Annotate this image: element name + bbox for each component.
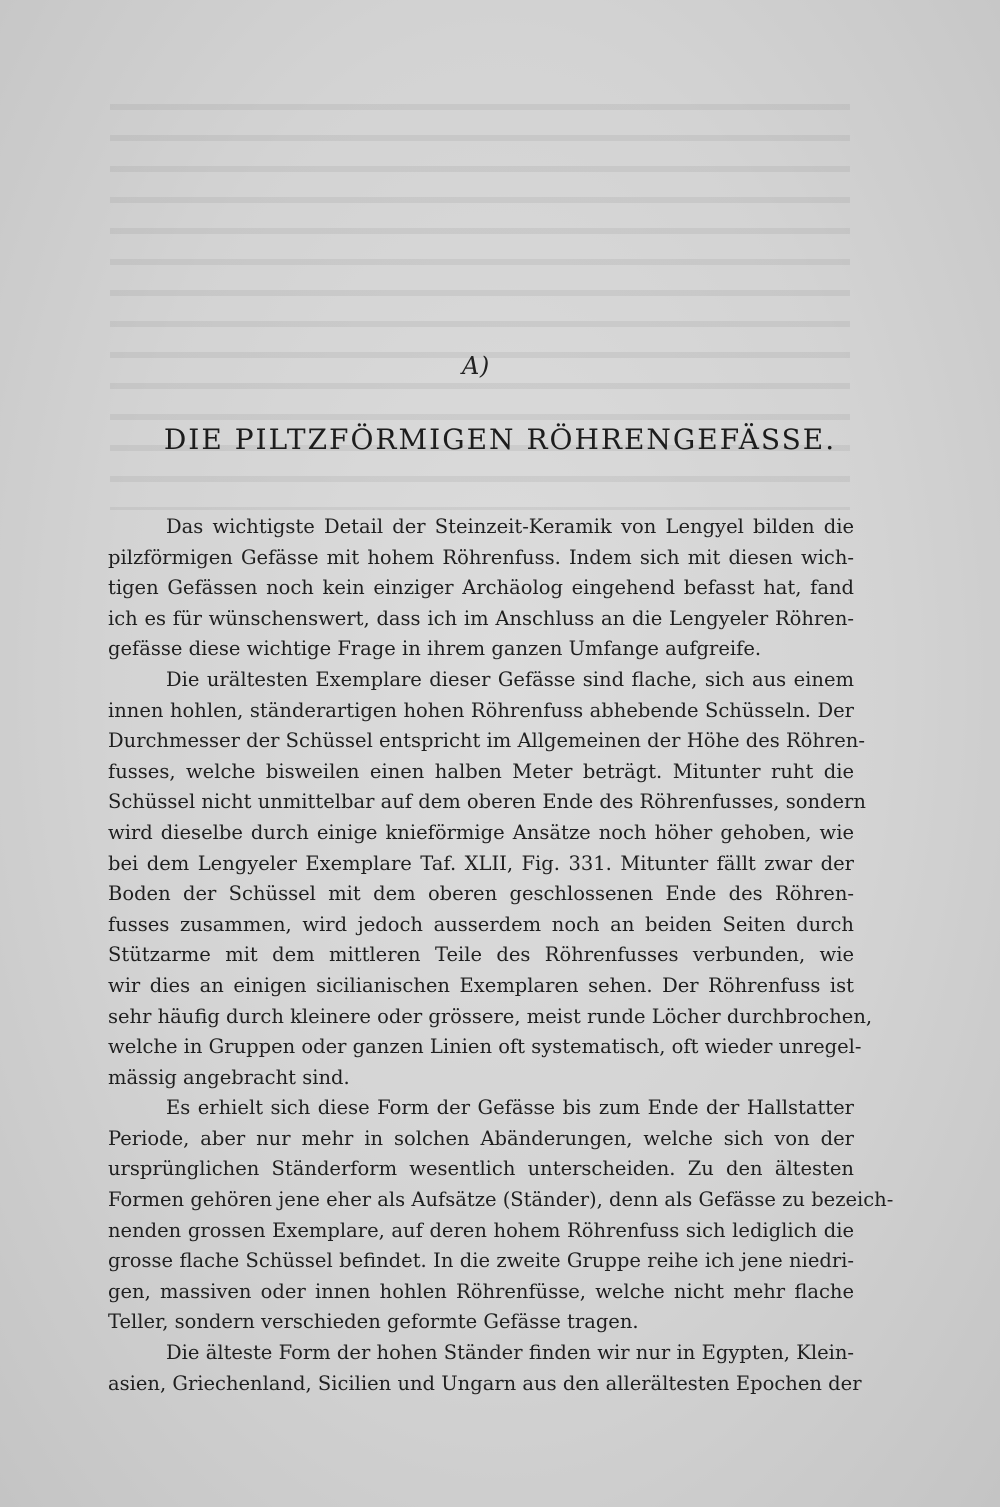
section-mark: A) [462,352,490,380]
text-line: pilzförmigen Gefässe mit hohem Röhrenfuss. Indem sich mit diesen wich- [108,545,854,569]
paragraph-1 [108,512,854,665]
text-line: sehr häufig durch kleinere oder grössere, meist runde Löcher durchbrochen, [108,1004,873,1028]
paragraph-2 [108,665,873,1093]
text-line: Schüssel nicht unmittelbar auf dem oberen Ende des Röhrenfusses, sondern [108,790,866,814]
text-line: fusses, welche bisweilen einen halben Meter beträgt. Mitunter ruht die [108,759,854,783]
text-line: fusses zusammen, wird jedoch ausserdem noch an beiden Seiten durch [108,912,854,936]
text-line: Periode, aber nur mehr in solchen Abänderungen, welche sich von der [108,1126,854,1150]
text-line: welche in Gruppen oder ganzen Linien oft systematisch, oft wieder unregel- [108,1035,862,1059]
text-line: Formen gehören jene eher als Aufsätze (Ständer), denn als Gefässe zu bezeich- [108,1188,894,1212]
page-title: DIE PILTZFÖRMIGEN RÖHRENGEFÄSSE. [163,423,837,456]
text-line: Es erhielt sich diese Form der Gefässe bis zum Ende der Hallstatter [166,1096,854,1120]
text-line: asien, Griechenland, Sicilien und Ungarn aus den allerältesten Epochen der [108,1371,862,1395]
text-line: gefässe diese wichtige Frage in ihrem ganzen Umfange aufgreife. [108,637,762,661]
text-line: Das wichtigste Detail der Steinzeit-Keramik von Lengyel bilden die [166,515,854,538]
text-line: mässig angebracht sind. [108,1065,350,1089]
text-line: grosse flache Schüssel befindet. In die zweite Gruppe reihe ich jene niedri- [108,1249,854,1273]
text-line: bei dem Lengyeler Exemplare Taf. XLII, Fig. 331. Mitunter fällt zwar der [108,851,854,875]
text-line: Die älteste Form der hohen Ständer finden wir nur in Egypten, Klein- [166,1341,854,1365]
text-line: gen, massiven oder innen hohlen Röhrenfüsse, welche nicht mehr flache [108,1279,854,1303]
text-line: ursprünglichen Ständerform wesentlich unterscheiden. Zu den ältesten [108,1157,854,1181]
text-line: ich es für wünschenswert, dass ich im Anschluss an die Lengyeler Röhren- [108,606,854,630]
text-line: tigen Gefässen noch kein einziger Archäolog eingehend befasst hat, fand [108,576,854,600]
text-line: innen hohlen, ständerartigen hohen Röhrenfuss abhebende Schüsseln. Der [108,698,854,722]
body-text [108,512,894,1399]
text-line: wir dies an einigen sicilianischen Exemplaren sehen. Der Röhrenfuss ist [108,973,854,997]
text-line: Teller, sondern verschieden geformte Gefässe tragen. [108,1310,639,1334]
text-line: nenden grossen Exemplare, auf deren hohem Röhrenfuss sich lediglich die [108,1218,854,1242]
paragraph-4 [108,1338,862,1399]
text-line: Die urältesten Exemplare dieser Gefässe sind flache, sich aus einem [166,667,854,691]
paragraph-3 [108,1093,894,1338]
text-line: Stützarme mit dem mittleren Teile des Röhrenfusses verbunden, wie [108,943,854,967]
text-line: Durchmesser der Schüssel entspricht im Allgemeinen der Höhe des Röhren- [108,729,865,753]
text-line: wird dieselbe durch einige knieförmige Ansätze noch höher gehoben, wie [108,820,854,844]
text-line: Boden der Schüssel mit dem oberen geschlossenen Ende des Röhren- [108,882,854,906]
